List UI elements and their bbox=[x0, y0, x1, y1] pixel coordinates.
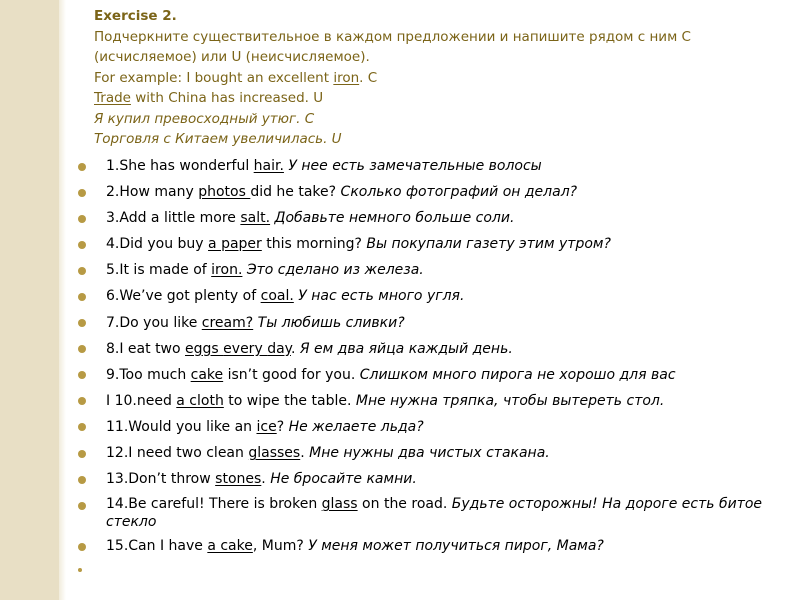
underlined-noun: glasses bbox=[248, 445, 301, 462]
list-item bbox=[78, 156, 793, 177]
english-text: . bbox=[300, 445, 310, 462]
example-line-2 bbox=[94, 88, 794, 109]
russian-translation: У нее есть замечательные волосы bbox=[288, 158, 542, 174]
english-text: . bbox=[290, 340, 300, 357]
sentence-list bbox=[78, 156, 793, 562]
english-text: 9.Too much bbox=[106, 366, 191, 383]
underlined-noun: every bbox=[223, 340, 268, 357]
list-item bbox=[78, 313, 793, 334]
list-item bbox=[78, 536, 793, 557]
list-item bbox=[78, 286, 793, 307]
bullet-icon bbox=[78, 345, 86, 353]
bullet-icon bbox=[78, 450, 86, 458]
english-text: 5.It is made of bbox=[106, 262, 212, 279]
underlined-noun: cake bbox=[190, 366, 224, 383]
list-item bbox=[78, 208, 793, 229]
underlined-noun: salt. bbox=[240, 210, 271, 227]
bullet-icon bbox=[78, 423, 86, 431]
russian-translation: Ты любишь сливки? bbox=[257, 314, 405, 331]
exercise-title: Exercise 2. bbox=[94, 8, 177, 24]
russian-translation: Вы покупали газету этим утром? bbox=[366, 236, 611, 253]
underlined-noun: iron bbox=[333, 69, 360, 86]
underlined-noun: glass bbox=[321, 496, 358, 513]
example-text: with China has increased. U bbox=[130, 90, 324, 106]
example-translation-1: Я купил превосходный утюг. С bbox=[94, 110, 315, 127]
english-text: 4.Did you buy bbox=[106, 236, 209, 253]
underlined-noun: coal. bbox=[260, 288, 294, 305]
list-item bbox=[78, 365, 793, 386]
russian-translation: Сколько фотографий он делал? bbox=[340, 184, 578, 201]
russian-translation: Будьте осторожны! На дороге есть битое стекло bbox=[106, 496, 763, 531]
russian-translation: Мне нужны два чистых стакана. bbox=[309, 445, 550, 462]
underlined-noun: Trade bbox=[94, 90, 131, 106]
russian-translation: Добавьте немного больше соли. bbox=[274, 210, 515, 227]
bullet-icon bbox=[78, 189, 86, 197]
english-text: did he take? bbox=[250, 184, 341, 201]
english-text: . bbox=[261, 471, 271, 488]
underlined-noun: cream? bbox=[201, 314, 254, 331]
bullet-icon bbox=[78, 371, 86, 379]
bullet-icon bbox=[78, 215, 86, 223]
list-item bbox=[78, 234, 793, 255]
underlined-noun: a cloth bbox=[176, 392, 224, 409]
bullet-icon bbox=[78, 163, 86, 171]
instruction-line-1: Подчеркните существительное в каждом предложении и напишите рядом с ним C bbox=[94, 28, 691, 45]
russian-translation: Это сделано из железа. bbox=[246, 262, 424, 279]
underlined-noun: photos bbox=[198, 184, 251, 201]
list-item bbox=[78, 417, 793, 438]
english-text: 3.Add a little more bbox=[106, 210, 241, 227]
bullet-icon bbox=[78, 397, 86, 405]
english-text: 7.Do you like bbox=[106, 314, 202, 331]
english-text: 15.Can I have bbox=[106, 538, 208, 555]
russian-translation: Не желаете льда? bbox=[288, 418, 424, 435]
bullet-icon bbox=[78, 241, 86, 249]
english-text: isn’t good for you. bbox=[223, 366, 360, 383]
bullet-icon bbox=[78, 293, 86, 301]
english-text: 1.She has wonderful bbox=[106, 158, 254, 174]
example-text: For example: I bought an excellent bbox=[94, 69, 334, 86]
list-item bbox=[78, 182, 793, 203]
underlined-noun: a cake bbox=[207, 538, 253, 555]
list-item bbox=[78, 339, 793, 360]
russian-translation: Слишком много пирога не хорошо для вас bbox=[359, 366, 676, 383]
example-line-1 bbox=[94, 68, 794, 89]
list-item bbox=[78, 495, 793, 531]
underlined-noun: day bbox=[267, 340, 291, 357]
english-text: 8.I eat two bbox=[106, 340, 186, 357]
underlined-noun: stones bbox=[215, 471, 262, 488]
underlined-noun: iron. bbox=[211, 262, 243, 279]
english-text: this morning? bbox=[261, 236, 367, 253]
bullet-icon bbox=[78, 502, 86, 510]
bullet-icon bbox=[78, 267, 86, 275]
english-text: to wipe the table. bbox=[223, 392, 356, 409]
english-text: I 10.need bbox=[106, 392, 177, 409]
underlined-noun: ice bbox=[256, 418, 277, 435]
bullet-icon bbox=[78, 319, 86, 327]
list-item bbox=[78, 260, 793, 281]
bullet-icon bbox=[78, 476, 86, 484]
english-text: 13.Don’t throw bbox=[106, 471, 216, 488]
russian-translation: Мне нужна тряпка, чтобы вытереть стол. bbox=[355, 392, 665, 409]
example-text: . C bbox=[359, 69, 378, 86]
english-text: 14.Be careful! There is broken bbox=[106, 496, 322, 513]
list-item bbox=[78, 443, 793, 464]
exercise-header bbox=[94, 6, 794, 150]
english-text: 11.Would you like an bbox=[106, 418, 257, 435]
russian-translation: Я ем два яйца каждый день. bbox=[299, 340, 513, 357]
underlined-noun: a paper bbox=[208, 236, 262, 253]
russian-translation: У меня может получиться пирог, Мама? bbox=[308, 538, 604, 555]
english-text: 2.How many bbox=[106, 184, 199, 201]
underlined-noun: hair. bbox=[253, 158, 284, 174]
russian-translation: Не бросайте камни. bbox=[270, 471, 417, 488]
english-text: , Mum? bbox=[252, 538, 309, 555]
empty-bullet-icon bbox=[78, 568, 82, 572]
decorative-side-band bbox=[0, 0, 66, 600]
example-translation-2: Торговля с Китаем увеличилась. U bbox=[94, 131, 342, 147]
english-text: ? bbox=[276, 418, 289, 435]
list-item bbox=[78, 469, 793, 490]
english-text: 6.We’ve got plenty of bbox=[106, 288, 261, 305]
english-text: 12.I need two clean bbox=[106, 445, 249, 462]
underlined-noun: eggs bbox=[185, 340, 224, 357]
english-text: on the road. bbox=[357, 496, 452, 513]
instruction-line-2: (исчисляемое) или U (неисчисляемое). bbox=[94, 49, 370, 65]
russian-translation: У нас есть много угля. bbox=[298, 288, 465, 305]
bullet-icon bbox=[78, 543, 86, 551]
list-item bbox=[78, 391, 793, 412]
